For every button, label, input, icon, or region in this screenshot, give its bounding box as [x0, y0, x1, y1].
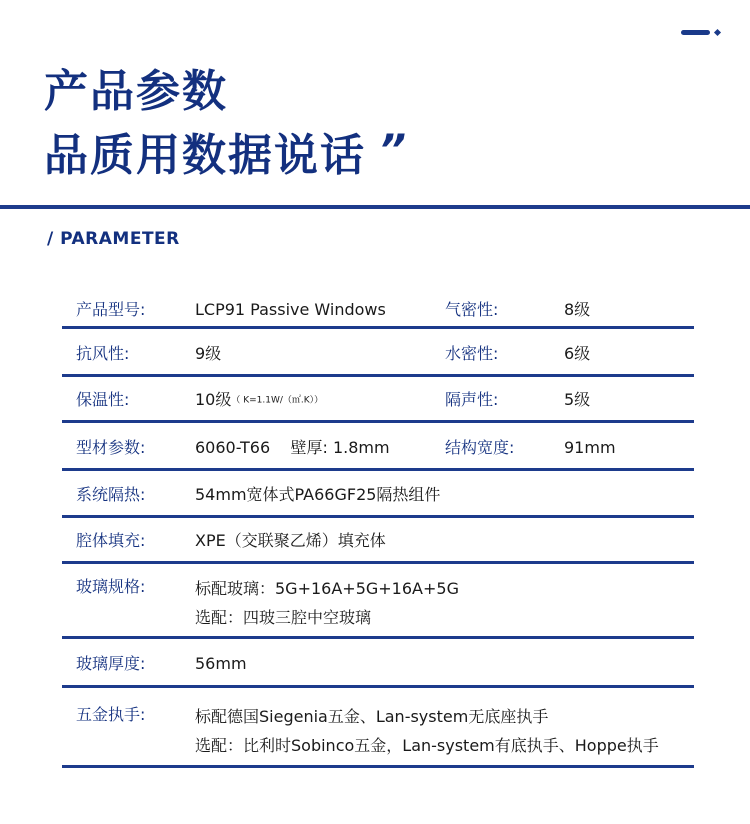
param-value	[195, 387, 323, 414]
param-label: 五金执手:	[76, 705, 146, 724]
table-row	[62, 280, 694, 329]
param-value: 91mm	[564, 438, 616, 457]
param-label: 结构宽度:	[445, 438, 515, 457]
param-value: 8级	[564, 300, 591, 319]
page-title: 产品参数	[44, 66, 228, 117]
param-label: 气密性:	[445, 300, 499, 319]
param-label: 隔声性:	[445, 390, 499, 409]
param-value-note: （ K=1.1W/（㎡.K））	[231, 395, 324, 406]
table-row	[62, 518, 694, 564]
param-value: 6级	[564, 344, 591, 363]
param-value: 56mm	[195, 654, 247, 673]
dash-bar	[681, 30, 710, 35]
param-label: 抗风性:	[76, 344, 130, 363]
param-value-line: 选配：四玻三腔中空玻璃	[195, 608, 372, 627]
divider	[0, 205, 750, 209]
dash-dot-icon	[681, 29, 721, 37]
dot	[714, 29, 721, 36]
table-row	[62, 564, 694, 639]
quote-mark: ”	[379, 125, 407, 174]
param-label: 玻璃厚度:	[76, 654, 146, 673]
param-value: LCP91 Passive Windows	[195, 300, 386, 319]
table-row	[62, 688, 694, 768]
param-value: 5级	[564, 390, 591, 409]
parameter-table	[62, 280, 694, 768]
param-value	[195, 574, 459, 632]
param-value-line: 选配：比利时Sobinco五金，Lan-system有底执手、Hoppe执手	[195, 736, 659, 755]
param-label: 产品型号:	[76, 300, 146, 319]
param-value-line: 标配德国Siegenia五金、Lan-system无底座执手	[195, 707, 549, 726]
param-label: 型材参数:	[76, 438, 146, 457]
param-value: 9级	[195, 344, 222, 363]
param-label: 系统隔热:	[76, 485, 146, 504]
param-value: 54mm宽体式PA66GF25隔热组件	[195, 485, 441, 504]
param-value: XPE（交联聚乙烯）填充体	[195, 531, 386, 550]
param-label: 玻璃规格:	[76, 577, 146, 596]
param-label: 水密性:	[445, 344, 499, 363]
param-value-main: 10级	[195, 390, 232, 409]
param-value: 6060-T66 壁厚: 1.8mm	[195, 438, 390, 457]
section-heading: / PARAMETER	[47, 229, 180, 249]
param-label: 保温性:	[76, 390, 130, 409]
param-value	[195, 702, 659, 760]
page-subtitle: 品质用数据说话	[44, 130, 366, 181]
table-row	[62, 329, 694, 377]
table-row	[62, 471, 694, 518]
param-label: 腔体填充:	[76, 531, 146, 550]
param-value-line: 标配玻璃：5G+16A+5G+16A+5G	[195, 579, 459, 598]
table-row	[62, 639, 694, 688]
table-row	[62, 377, 694, 423]
table-row	[62, 423, 694, 471]
